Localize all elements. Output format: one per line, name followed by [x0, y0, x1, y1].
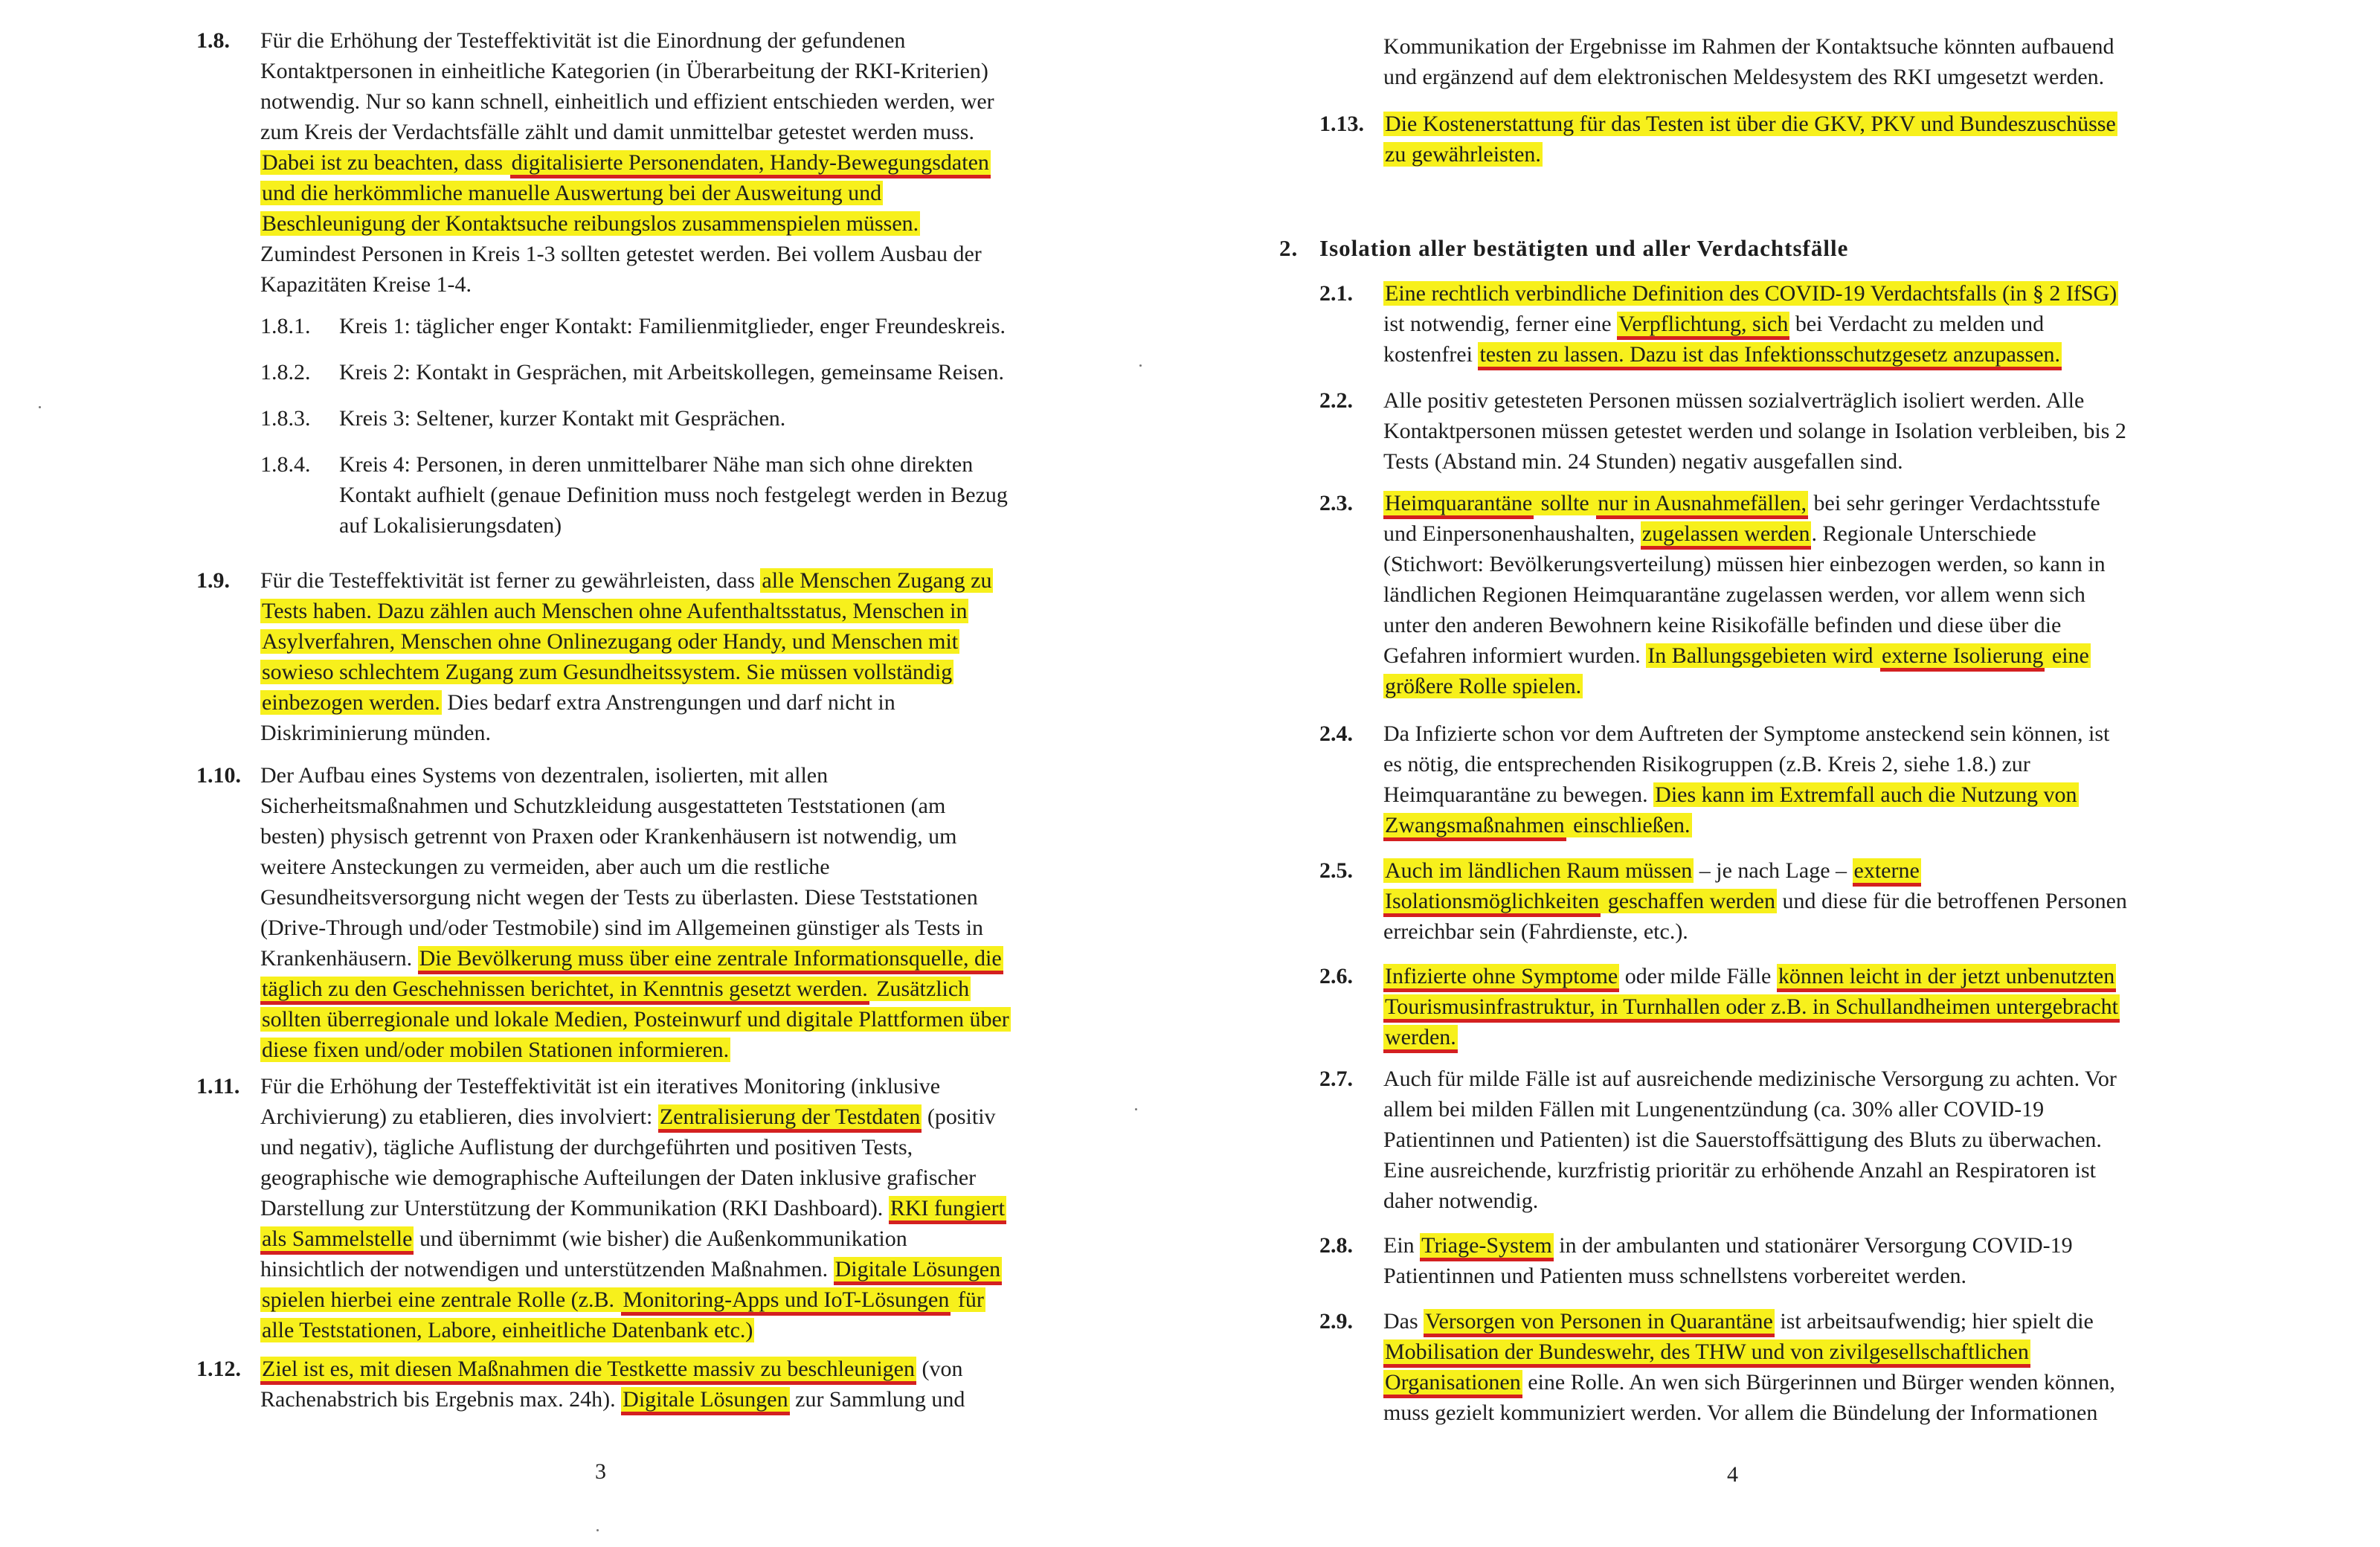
text-run: Für die Erhöhung der Testeffektivität ist die Einordnung der gefundenen — [260, 28, 906, 53]
text-run: Gesundheitsversorgung nicht wegen der Tests zu überlasten. Diese Teststationen — [260, 885, 978, 910]
text-run: Archivierung) zu etablieren, dies involviert: — [260, 1104, 658, 1129]
text-run: Kontaktpersonen in einheitliche Kategorien (in Überarbeitung der RKI-Kriterien) — [260, 59, 988, 83]
highlighted-underlined-text: Infizierte ohne Symptome — [1383, 964, 1619, 992]
highlighted-text: alle Teststationen, Labore, einheitliche Datenbank etc.) — [262, 1318, 753, 1342]
text-run: (Drive-Through und/oder Testmobile) sind im Allgemeinen günstiger als Tests in — [260, 916, 984, 940]
text-run: Der Aufbau eines Systems von dezentralen, isolierten, mit allen — [260, 763, 829, 788]
text-run: unter den anderen Bewohnern keine Risikofälle befinden und diese über die — [1383, 613, 2062, 637]
text-line — [260, 117, 994, 147]
highlighted-text: größere Rolle spielen. — [1385, 674, 1582, 698]
highlighted-text: für — [952, 1287, 984, 1312]
text-line — [260, 626, 993, 657]
text-line — [260, 760, 1011, 791]
text-run: hinsichtlich der notwendigen und unterstützenden Maßnahmen. — [260, 1257, 834, 1281]
text-line — [1383, 549, 2106, 579]
text-run: und übernimmt (wie bisher) die Außenkommunikation — [414, 1226, 907, 1251]
text-run: und Einpersonenhaushalten, — [1383, 521, 1641, 546]
item-number: 2.3. — [1319, 491, 1353, 515]
text-line — [1383, 749, 2109, 779]
text-run: Kreis 4: Personen, in deren unmittelbarer Nähe man sich ohne direkten — [339, 452, 974, 477]
item-number: 2.4. — [1319, 721, 1353, 746]
item-text — [1383, 488, 2106, 701]
text-line — [1383, 278, 2118, 309]
text-run: Kontaktpersonen müssen getestet werden und solange in Isolation verbleiben, bis 2 — [1383, 419, 2126, 443]
text-line — [1383, 416, 2126, 446]
highlighted-underlined-text: Ziel ist es, mit diesen Maßnahmen die Testkette massiv zu beschleunigen — [260, 1357, 916, 1385]
highlighted-underlined-text: nur in Ausnahmefällen, — [1596, 491, 1808, 519]
text-run: kostenfrei — [1383, 342, 1479, 367]
highlighted-text: sollten überregionale und lokale Medien, Posteinwurf und digitale Plattformen über — [262, 1007, 1009, 1032]
text-line — [1383, 810, 2109, 840]
text-line — [1383, 579, 2106, 610]
text-run: ländlichen Regionen Heimquarantäne zugelassen werden, vor allem wenn sich — [1383, 582, 2085, 607]
text-run: und ergänzend auf dem elektronischen Meldesystem des RKI umgesetzt werden. — [1383, 65, 2105, 89]
text-run: bei sehr geringer Verdachtsstufe — [1808, 491, 2100, 515]
highlighted-underlined-text: Digitale Lösungen — [621, 1387, 789, 1415]
text-run: notwendig. Nur so kann schnell, einheitlich und effizient entschieden werden, wer — [260, 89, 994, 114]
text-run: Rachenabstrich bis Ergebnis max. 24h). — [260, 1387, 622, 1412]
highlighted-text: Asylverfahren, Menschen ohne Onlinezugang oder Handy, und Menschen mit — [262, 629, 959, 654]
highlighted-underlined-text: als Sammelstelle — [260, 1226, 414, 1255]
text-run: Diskriminierung münden. — [260, 721, 491, 745]
item-text — [1383, 31, 2114, 92]
highlighted-text: alle Menschen Zugang zu — [762, 568, 992, 593]
text-run: weitere Ansteckungen zu vermeiden, aber auch um die restliche — [260, 855, 830, 879]
text-run: ist arbeitsaufwendig; hier spielt die — [1774, 1309, 2094, 1334]
text-line — [260, 56, 994, 86]
text-run: und negativ), tägliche Auflistung der durchgeführten und positiven Tests, — [260, 1135, 913, 1160]
text-run: Kontakt aufhielt (genaue Definition muss noch festgelegt werden in Bezug — [339, 483, 1008, 507]
text-line — [260, 239, 994, 269]
highlighted-underlined-text: digitalisierte Personendaten, Handy-Bewegungsdaten — [510, 150, 991, 178]
text-line — [1383, 518, 2106, 549]
text-line — [260, 147, 994, 178]
text-run: muss gezielt kommuniziert werden. Vor allem die Bündelung der Informationen — [1383, 1400, 2098, 1425]
text-run: Heimquarantäne zu bewegen. — [1383, 782, 1654, 807]
text-line — [1383, 1367, 2115, 1398]
text-line — [1383, 1125, 2117, 1155]
text-line — [260, 1384, 965, 1415]
item-text — [1383, 961, 2120, 1052]
highlighted-underlined-text: Organisationen — [1383, 1370, 1522, 1398]
text-line — [260, 657, 993, 687]
text-line — [339, 449, 1008, 480]
text-line — [260, 1004, 1011, 1035]
text-run: Da Infizierte schon vor dem Auftreten der Symptome ansteckend sein können, ist — [1383, 721, 2110, 746]
scan-speck — [1135, 1108, 1137, 1110]
text-run: eine Rolle. An wen sich Bürgerinnen und Bürger wenden können, — [1522, 1370, 2115, 1395]
text-line — [1383, 916, 2127, 947]
text-line — [1383, 1022, 2120, 1052]
text-line — [1383, 855, 2127, 886]
text-run: Kreis 2: Kontakt in Gesprächen, mit Arbeitskollegen, gemeinsame Reisen. — [339, 360, 1004, 385]
item-number: 2.2. — [1319, 388, 1353, 413]
text-run: Dies bedarf extra Anstrengungen und darf nicht in — [441, 690, 895, 715]
text-line — [260, 178, 994, 208]
highlighted-underlined-text: Versorgen von Personen in Quarantäne — [1424, 1309, 1775, 1337]
item-number: 1.10. — [196, 763, 241, 788]
item-text — [1383, 1230, 2073, 1291]
text-run: und diese für die betroffenen Personen — [1776, 889, 2127, 913]
text-line — [1383, 1261, 2073, 1291]
text-run: bei Verdacht zu melden und — [1789, 312, 2045, 336]
highlighted-text: Beschleunigung der Kontaktsuche reibungslos zusammenspielen müssen. — [262, 211, 919, 236]
highlighted-text: spielen hierbei eine zentrale Rolle (z.B. — [262, 1287, 620, 1312]
highlighted-text: sollte — [1535, 491, 1595, 515]
text-run: . Regionale Unterschiede — [1811, 521, 2036, 546]
text-line — [260, 1354, 965, 1384]
text-run: Sicherheitsmaßnahmen und Schutzkleidung ausgestatteten Teststationen (am — [260, 794, 946, 818]
text-run: Krankenhäusern. — [260, 946, 418, 971]
text-run: Für die Testeffektivität ist ferner zu gewährleisten, dass — [260, 568, 761, 593]
text-line — [260, 208, 994, 239]
text-run: Auch für milde Fälle ist auf ausreichende medizinische Versorgung zu achten. Vor — [1383, 1067, 2117, 1091]
text-line — [260, 1162, 1006, 1193]
item-text — [260, 565, 993, 748]
highlighted-underlined-text: externe — [1853, 858, 1921, 887]
text-line — [1383, 62, 2114, 92]
item-number: 1.8.2. — [260, 360, 311, 385]
text-line — [1383, 1306, 2115, 1337]
text-line — [1383, 991, 2120, 1022]
text-line — [1383, 385, 2126, 416]
text-line — [1383, 1398, 2115, 1428]
document-page-4 — [1190, 0, 2380, 1547]
text-run: Alle positiv getesteten Personen müssen sozialverträglich isoliert werden. Alle — [1383, 388, 2085, 413]
text-run: besten) physisch getrennt von Praxen oder Krankenhäusern ist notwendig, um — [260, 824, 957, 849]
text-run: Für die Erhöhung der Testeffektivität ist ein iteratives Monitoring (inklusive — [260, 1074, 941, 1099]
section-number: 2. — [1279, 235, 1299, 261]
highlighted-text: In Ballungsgebieten wird — [1647, 643, 1879, 668]
highlighted-underlined-text: Monitoring-Apps und IoT-Lösungen — [621, 1287, 951, 1316]
highlighted-text: Zusätzlich — [870, 977, 970, 1001]
text-line — [260, 25, 994, 56]
highlighted-underlined-text: können leicht in der jetzt unbenutzten — [1777, 964, 2116, 992]
item-number: 2.7. — [1319, 1067, 1353, 1091]
item-text — [1383, 1064, 2117, 1216]
highlighted-underlined-text: Isolationsmöglichkeiten — [1383, 889, 1601, 917]
highlighted-text: Eine rechtlich verbindliche Definition des COVID-19 Verdachtsfalls (in § 2 IfSG) — [1385, 281, 2117, 306]
text-run: zur Sammlung und — [789, 1387, 965, 1412]
highlighted-text: eine — [2046, 643, 2089, 668]
text-line — [260, 943, 1011, 974]
item-number: 1.13. — [1319, 112, 1364, 136]
text-line — [260, 852, 1011, 882]
text-line — [260, 1132, 1006, 1162]
text-run: geographische wie demographische Aufteilungen der Daten inklusive grafischer — [260, 1165, 977, 1190]
text-run: Eine ausreichende, kurzfristig prioritär zu erhöhende Anzahl an Respiratoren ist — [1383, 1158, 2096, 1183]
highlighted-underlined-text: Triage-System — [1420, 1233, 1554, 1261]
item-text — [260, 760, 1011, 1065]
item-text — [1383, 855, 2127, 947]
text-line — [1383, 1186, 2117, 1216]
text-line — [339, 403, 785, 434]
highlighted-text: zu gewährleisten. — [1385, 142, 1541, 167]
highlighted-underlined-text: Zwangsmaßnahmen — [1383, 813, 1566, 841]
item-number: 1.12. — [196, 1357, 241, 1381]
highlighted-underlined-text: Heimquarantäne — [1383, 491, 1534, 519]
text-run: Ein — [1383, 1233, 1421, 1258]
text-line — [1383, 886, 2127, 916]
text-line — [1383, 488, 2106, 518]
text-run: Patientinnen und Patienten) ist die Sauerstoffsättigung des Bluts zu überwachen. — [1383, 1128, 2102, 1152]
text-run: zum Kreis der Verdachtsfälle zählt und damit unmittelbar getestet werden muss. — [260, 120, 974, 144]
scan-speck — [1139, 364, 1142, 367]
text-run: Kreis 1: täglicher enger Kontakt: Familienmitglieder, enger Freundeskreis. — [339, 314, 1006, 338]
item-number: 2.1. — [1319, 281, 1353, 306]
text-run: (von — [916, 1357, 963, 1381]
highlighted-underlined-text: Zentralisierung der Testdaten — [658, 1104, 922, 1133]
text-line — [260, 269, 994, 300]
highlighted-text: sowieso schlechtem Zugang zum Gesundheitssystem. Sie müssen vollständig — [262, 660, 953, 684]
text-line — [1383, 1064, 2117, 1094]
item-number: 2.8. — [1319, 1233, 1353, 1258]
item-number: 1.11. — [196, 1074, 240, 1099]
page-number: 4 — [1727, 1462, 1738, 1487]
highlighted-underlined-text: Tourismusinfrastruktur, in Turnhallen oder z.B. in Schullandheimen untergebracht — [1383, 994, 2120, 1023]
text-line — [260, 974, 1011, 1004]
item-number: 2.5. — [1319, 858, 1353, 883]
text-run: – je nach Lage – — [1694, 858, 1853, 883]
text-line — [260, 565, 993, 596]
text-run: es nötig, die entsprechenden Risikogruppen (z.B. Kreis 2, siehe 1.8.) zur — [1383, 752, 2030, 776]
text-run: (Stichwort: Bevölkerungsverteilung) müssen hier einbezogen werden, so kann in — [1383, 552, 2106, 576]
text-line — [1383, 640, 2106, 671]
highlighted-text: geschaffen werden — [1602, 889, 1775, 913]
section-heading: Isolation aller bestätigten und aller Verdachtsfälle — [1319, 235, 1849, 261]
item-text — [339, 357, 1004, 387]
highlighted-text: Tests haben. Dazu zählen auch Menschen ohne Aufenthaltsstatus, Menschen in — [262, 599, 968, 623]
highlighted-text: einschließen. — [1567, 813, 1691, 837]
text-run: erreichbar sein (Fahrdienste, etc.). — [1383, 919, 1688, 944]
highlighted-text: diese fixen und/oder mobilen Stationen informieren. — [262, 1038, 730, 1062]
text-line — [260, 913, 1011, 943]
highlighted-text: Dies kann im Extremfall auch die Nutzung von — [1655, 782, 2077, 807]
text-run: allem bei milden Fällen mit Lungenentzündung (ca. 30% aller COVID-19 — [1383, 1097, 2045, 1122]
text-line — [1383, 671, 2106, 701]
item-number: 2.9. — [1319, 1309, 1353, 1334]
item-text — [1383, 385, 2126, 477]
text-line — [260, 1035, 1011, 1065]
highlighted-underlined-text: zugelassen werden — [1641, 521, 1812, 550]
text-line — [1383, 1155, 2117, 1186]
text-line — [1383, 1094, 2117, 1125]
item-text — [339, 311, 1006, 341]
text-line — [1383, 1230, 2073, 1261]
text-line — [260, 821, 1011, 852]
text-line — [1383, 446, 2126, 477]
item-text — [339, 449, 1008, 541]
text-run: Kreis 3: Seltener, kurzer Kontakt mit Gesprächen. — [339, 406, 786, 431]
highlighted-underlined-text: Die Bevölkerung muss über eine zentrale Informationsquelle, die — [418, 946, 1003, 974]
text-run: daher notwendig. — [1383, 1189, 1539, 1213]
item-number: 1.8. — [196, 28, 230, 53]
item-number: 1.8.3. — [260, 406, 311, 431]
text-run: Zumindest Personen in Kreis 1-3 sollten getestet werden. Bei vollem Ausbau der — [260, 242, 982, 266]
text-line — [1383, 339, 2118, 370]
text-line — [260, 1071, 1006, 1101]
text-run: oder milde Fälle — [1619, 964, 1777, 988]
text-run: auf Lokalisierungsdaten) — [339, 513, 562, 538]
item-text — [1383, 278, 2118, 370]
text-line — [260, 1284, 1006, 1315]
text-line — [260, 596, 993, 626]
text-line — [260, 1193, 1006, 1223]
item-text — [1383, 718, 2109, 840]
document-page-3 — [0, 0, 1160, 1547]
scan-speck — [39, 406, 41, 408]
highlighted-underlined-text: RKI fungiert — [889, 1196, 1006, 1224]
item-text — [1383, 1306, 2115, 1428]
text-run: Tests (Abstand min. 24 Stunden) negativ ausgefallen sind. — [1383, 449, 1903, 474]
scan-speck — [596, 1529, 599, 1531]
text-line — [339, 311, 1006, 341]
highlighted-text: und die herkömmliche manuelle Auswertung bei der Ausweitung und — [262, 181, 882, 205]
item-text — [339, 403, 785, 434]
text-line — [260, 882, 1011, 913]
text-line — [1383, 139, 2117, 170]
page-number: 3 — [595, 1459, 606, 1484]
highlighted-underlined-text: Verpflichtung, sich — [1617, 312, 1789, 340]
highlighted-text: einbezogen werden. — [262, 690, 440, 715]
text-line — [1383, 109, 2117, 139]
item-text — [1383, 109, 2117, 170]
highlighted-underlined-text: werden. — [1383, 1025, 1458, 1053]
highlighted-underlined-text: externe Isolierung — [1880, 643, 2045, 672]
text-line — [1383, 1337, 2115, 1367]
highlighted-text: Die Kostenerstattung für das Testen ist über die GKV, PKV und Bundeszuschüsse — [1385, 112, 2116, 136]
text-line — [1383, 31, 2114, 62]
text-run: (positiv — [922, 1104, 996, 1129]
highlighted-text: Auch im ländlichen Raum müssen — [1385, 858, 1693, 883]
text-run: ist notwendig, ferner eine — [1383, 312, 1618, 336]
text-line — [339, 480, 1008, 510]
text-line — [1383, 309, 2118, 339]
text-line — [260, 1254, 1006, 1284]
text-run: Kommunikation der Ergebnisse im Rahmen der Kontaktsuche könnten aufbauend — [1383, 34, 2114, 59]
text-line — [339, 510, 1008, 541]
item-number: 1.9. — [196, 568, 230, 593]
text-run: Gefahren informiert wurden. — [1383, 643, 1647, 668]
text-line — [260, 1223, 1006, 1254]
highlighted-underlined-text: testen zu lassen. Dazu ist das Infektionsschutzgesetz anzupassen. — [1478, 342, 2062, 370]
item-text — [260, 25, 994, 300]
text-run: Patientinnen und Patienten muss schnellstens vorbereitet werden. — [1383, 1264, 1966, 1288]
item-number: 2.6. — [1319, 964, 1353, 988]
text-line — [1383, 718, 2109, 749]
highlighted-text: Dabei ist zu beachten, dass — [262, 150, 509, 175]
item-text — [260, 1354, 965, 1415]
text-line — [260, 791, 1011, 821]
text-line — [260, 687, 993, 718]
highlighted-underlined-text: täglich zu den Geschehnissen berichtet, in Kenntnis gesetzt werden. — [260, 977, 869, 1005]
text-line — [260, 86, 994, 117]
text-line — [1383, 961, 2120, 991]
item-number: 1.8.1. — [260, 314, 311, 338]
text-line — [260, 718, 993, 748]
text-line — [260, 1315, 1006, 1345]
highlighted-underlined-text: Digitale Lösungen — [834, 1257, 1002, 1285]
text-run: in der ambulanten und stationärer Versorgung COVID-19 — [1553, 1233, 2073, 1258]
item-number: 1.8.4. — [260, 452, 311, 477]
text-run: Darstellung zur Unterstützung der Kommunikation (RKI Dashboard). — [260, 1196, 889, 1220]
text-line — [1383, 779, 2109, 810]
text-line — [1383, 610, 2106, 640]
highlighted-underlined-text: Mobilisation der Bundeswehr, des THW und von zivilgesellschaftlichen — [1383, 1339, 2030, 1368]
text-run: Das — [1383, 1309, 1424, 1334]
item-text — [260, 1071, 1006, 1345]
text-line — [339, 357, 1004, 387]
text-line — [260, 1101, 1006, 1132]
text-run: Kapazitäten Kreise 1-4. — [260, 272, 472, 297]
